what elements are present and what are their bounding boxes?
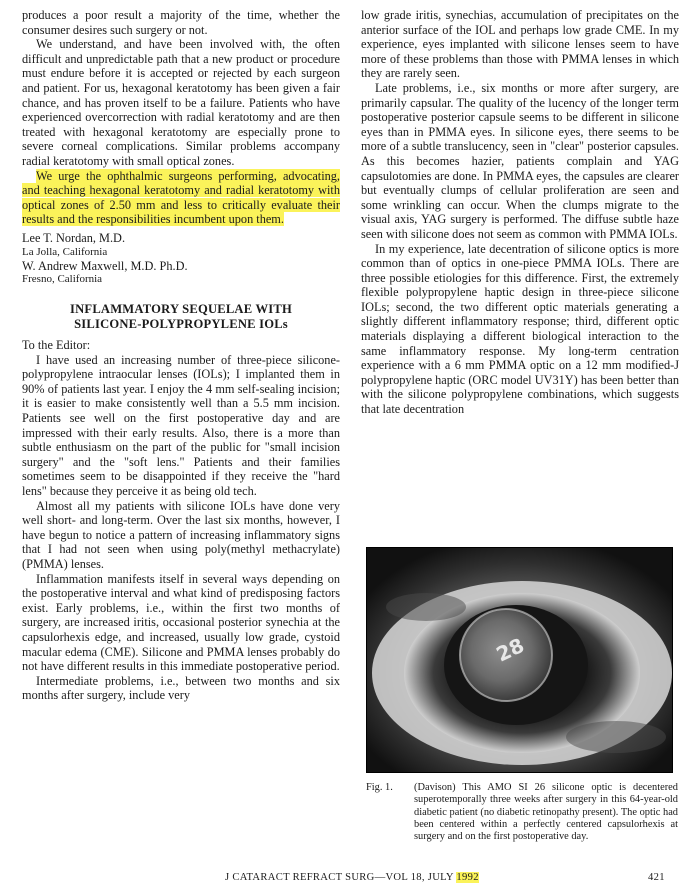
heading-line-1: INFLAMMATORY SEQUELAE WITH <box>70 302 292 317</box>
paragraph-increasing: I have used an increasing number of three-piece silicone-polypropylene intraocular lenses (IOLs); I implanted them in 90% of patients last year. I enjoy the 4 mm self-sealing incision; it is easier to make consistently well than a 5.5 mm incision. Patients see well on the first postoperative day and are impressed with their early results. Also, there is a more than subtle enthusiasm on the part of the public for "small incision surgery" and the "soft lens." Patients and their families sometimes seem to be disappointed if they receive the "hard lens" because they perceive it as being old tech. <box>22 352 340 499</box>
page-footer <box>0 872 696 888</box>
signature-name-2: W. Andrew Maxwell, M.D. Ph.D. <box>22 258 188 273</box>
left-column <box>22 8 340 703</box>
paragraph-continued: produces a poor result a majority of the time, whether the consumer desires such surgery or not. <box>22 8 340 37</box>
journal-name: J CATARACT REFRACT SURG—VOL 18, JULY <box>225 872 457 883</box>
figure-caption <box>366 782 678 843</box>
article-heading <box>22 302 340 332</box>
journal-year: 1992 <box>456 872 479 883</box>
paragraph-decentration: In my experience, late decentration of silicone optics is more common than of optics in one-piece PMMA IOLs. There are three possible etiologies for this difference. First, the extremely flexible polypropylene haptic design in three-piece silicone IOLs; second, the two different optic materials generating a slightly different inflammatory response; third, different optic materials displaying a different biological interaction to the same inflammatory response. My long-term centration experience with a 6 mm PMMA optic on a 12 mm modified-J polypropylene haptic (ORC model UV31Y) has been better than with the silicone polypropylene combinations, which suggests that late decentration <box>361 241 679 417</box>
svg-text:28: 28 <box>492 633 528 667</box>
paragraph-low-grade: low grade iritis, synechias, accumulation of precipitates on the anterior surface of the IOL and perhaps low grade CME. In my experience, eyes implanted with silicone lenses seem to have more of these problems than those with PMMA lenses in which they are rarely seen. <box>361 8 679 81</box>
page-number: 421 <box>648 872 665 883</box>
paragraph-inflammation: Inflammation manifests itself in several ways depending on the postoperative interval and what kind of predisposing factors exist. Early problems, i.e., within the first two months of surgery, are increased iritis, occasional posterior synechia at the capsulorhexis edge, and increased, usually low grade, cystoid macular edema (CME). Silicone and PMMA lenses probably do not have different results in this immediate postoperative period. <box>22 571 340 674</box>
paragraph-late-problems: Late problems, i.e., six months or more after surgery, are primarily capsular. The quality of the lucency of the longer term postoperative posterior capsule seems to be different in silicone eyes than in PMMA eyes. In silicone eyes, there seems to be more of a subtle translucency, seen in "clear" posterior capsules. As this becomes hazier, patients complain and YAG capsulotomies are done. In PMMA eyes, the capsules are clearer but eventually clumps of cellular proliferation are seen and some wrinkling can occur. When the clumps migrate to the visual axis, YAG surgery is performed. The diffuse subtle haze seen with silicone does not seem as common with PMMA IOLs. <box>361 80 679 241</box>
salutation: To the Editor: <box>22 338 91 353</box>
right-column <box>361 8 679 417</box>
heading-line-2: SILICONE-POLYPROPYLENE IOLs <box>74 317 288 332</box>
journal-citation <box>225 872 479 883</box>
figure-label: Fig. 1. <box>366 782 393 793</box>
paragraph-understand: We understand, and have been involved with, the often difficult and unpredictable path that a new product or procedure must endure before it is accepted or rejected by each surgeon and patient. For us, hexagonal keratotomy has been given a fair chance, and has proven itself to be a failure. Patients who have experienced overcorrection with radial keratotomy and are then treated with hexagonal keratotomy are especially prone to severe corneal complications. Similar problems accompany radial keratotomy with small optical zones. <box>22 37 340 168</box>
highlighted-text: We urge the ophthalmic surgeons performing, advocating, and teaching hexagonal keratotomy and radial keratotomy with optical zones of 2.50 mm and less to critically evaluate their results and the responsibilities incumbent upon them. <box>22 168 340 227</box>
paragraph-urge <box>22 169 340 227</box>
signature-name-1: Lee T. Nordan, M.D. <box>22 230 126 245</box>
figure-caption-text: (Davison) This AMO SI 26 silicone optic is decentered superotemporally three weeks after surgery in this 64-year-old diabetic patient (no diabetic retinopathy present). The optic had been centered within a perfectly centered capsulorhexis at surgery and on the first postoperative day. <box>414 782 678 843</box>
signature-place-2: Fresno, California <box>22 273 103 286</box>
signature-place-1: La Jolla, California <box>22 245 108 258</box>
paragraph-almost-all: Almost all my patients with silicone IOLs have done very well short- and long-term. Over the last six months, however, I have begun to notice a pattern of increasing inflammatory signs that I had not seen when using poly(methyl methacrylate) (PMMA) lenses. <box>22 498 340 571</box>
paragraph-intermediate: Intermediate problems, i.e., between two months and six months after surgery, include very <box>22 673 340 703</box>
eye-photograph <box>366 547 673 773</box>
